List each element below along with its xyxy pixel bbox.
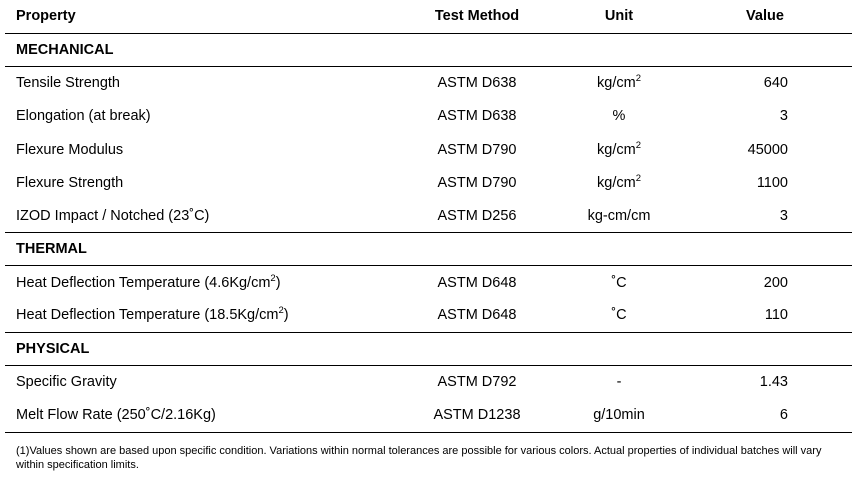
value-cell: 45000 (747, 142, 788, 158)
property-cell: Elongation (at break) (16, 108, 151, 124)
divider (5, 265, 852, 266)
method-cell: ASTM D648 (437, 307, 517, 323)
method-cell: ASTM D638 (437, 108, 517, 124)
table-row (0, 134, 852, 166)
method-cell: ASTM D1238 (433, 407, 521, 423)
section-label: THERMAL (16, 241, 87, 257)
unit-cell: ˚C (611, 307, 627, 323)
table-row (0, 299, 852, 331)
table-header-row (0, 0, 852, 32)
property-cell: Melt Flow Rate (250˚C/2.16Kg) (16, 407, 216, 423)
table-row (0, 366, 852, 398)
method-cell: ASTM D256 (437, 208, 517, 224)
section-mechanical (0, 34, 852, 66)
method-cell: ASTM D790 (437, 142, 517, 158)
unit-cell: ˚C (611, 275, 627, 291)
section-thermal (0, 233, 852, 265)
method-cell: ASTM D648 (437, 275, 517, 291)
value-cell: 3 (779, 208, 788, 224)
header-test-method: Test Method (434, 8, 520, 24)
divider (5, 432, 852, 433)
property-cell: Flexure Strength (16, 175, 124, 191)
value-cell: 1.43 (759, 374, 788, 390)
header-value: Value (746, 8, 784, 24)
value-cell: 3 (779, 108, 788, 124)
value-cell: 200 (763, 275, 788, 291)
property-cell: IZOD Impact / Notched (23˚C) (16, 208, 210, 224)
section-label: MECHANICAL (16, 42, 114, 58)
section-physical (0, 333, 852, 365)
table-row (0, 200, 852, 232)
header-unit: Unit (604, 8, 634, 24)
unit-cell: % (612, 108, 626, 124)
table-row (0, 100, 852, 132)
property-cell: Flexure Modulus (16, 142, 124, 158)
method-cell: ASTM D792 (437, 374, 517, 390)
section-label: PHYSICAL (16, 341, 90, 357)
unit-cell: - (616, 374, 622, 390)
table-row (0, 167, 852, 199)
value-cell: 1100 (756, 175, 788, 191)
table-row (0, 267, 852, 299)
property-cell: Specific Gravity (16, 374, 117, 390)
property-cell: Heat Deflection Temperature $(4.6Kg/cm^2)$ (16, 273, 281, 291)
unit-cell: $kg/cm^2$ (597, 173, 641, 191)
method-cell: ASTM D638 (437, 75, 517, 91)
table-row (0, 67, 852, 99)
value-cell: 640 (763, 75, 788, 91)
unit-cell: g/10min (593, 407, 645, 423)
table-row (0, 399, 852, 431)
footnote: (1)Values shown are based upon specific condition. Variations within normal tolerances are possible for various colors. Actual properties of individual batches will vary within specification limits. (16, 445, 822, 471)
header-property: Property (16, 8, 76, 24)
property-cell: Heat Deflection Temperature $(18.5Kg/cm^2)$ (16, 305, 289, 323)
property-cell: Tensile Strength (16, 75, 120, 91)
value-cell: 6 (779, 407, 788, 423)
method-cell: ASTM D790 (437, 175, 517, 191)
unit-cell: $kg/cm^2$ (597, 73, 641, 91)
value-cell: 110 (764, 307, 788, 323)
unit-cell: kg-cm/cm (587, 208, 651, 224)
unit-cell: $kg/cm^2$ (597, 140, 641, 158)
